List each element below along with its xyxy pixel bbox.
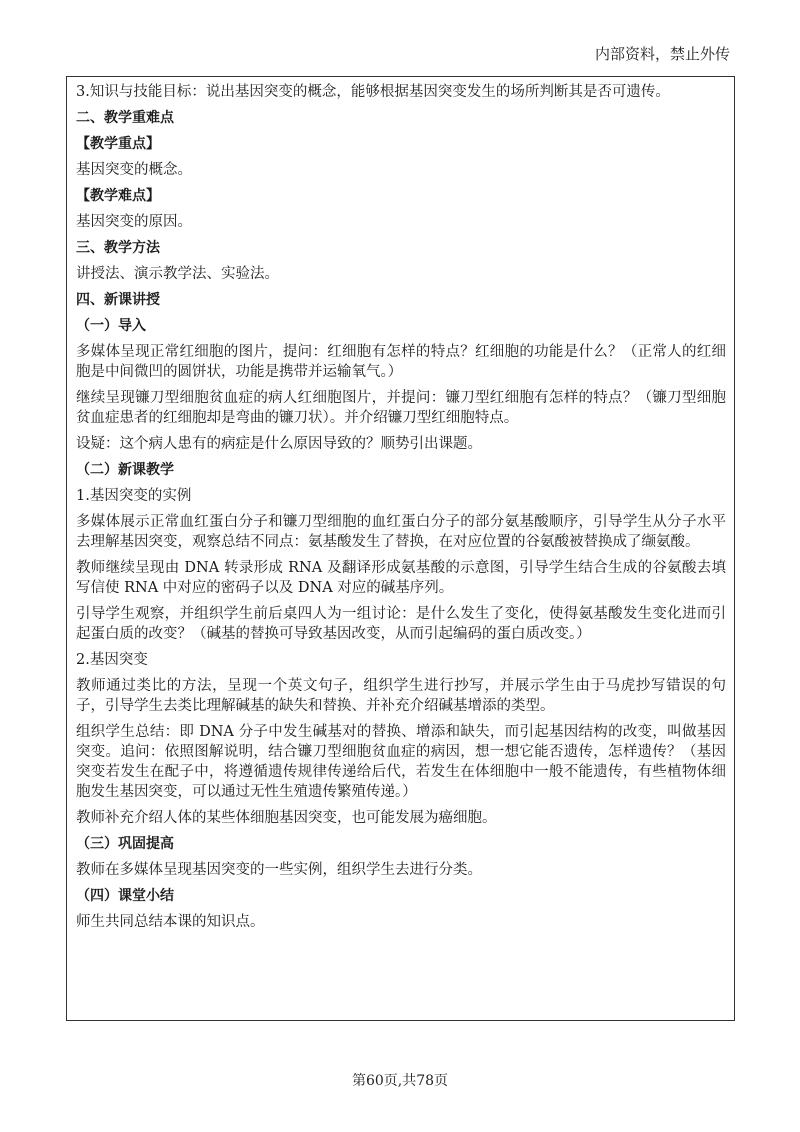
paragraph-methods: 讲授法、演示教学法、实验法。 (76, 266, 279, 282)
paragraph-section-1: 1.基因突变的实例 (76, 488, 192, 504)
paragraph-objective: 3.知识与技能目标：说出基因突变的概念，能够根据基因突变发生的场所判断其是否可遗传。 (76, 84, 670, 100)
subheading-focus: 【教学重点】 (76, 136, 160, 152)
paragraph-teaching-6: 教师补充介绍人体的某些体细胞基因突变，也可能发展为癌细胞。 (76, 810, 497, 826)
subheading-intro: （一）导入 (76, 318, 146, 334)
subheading-new-teaching: （二）新课教学 (76, 462, 174, 478)
paragraph-teaching-1: 多媒体展示正常血红蛋白分子和镰刀型细胞的血红蛋白分子的部分氨基酸顺序，引导学生从分子水平去理解基因突变，观察总结不同点：氨基酸发生了替换，在对应位置的谷氨酸被替换成了缬氨酸。 (76, 514, 726, 550)
subheading-summary: （四）课堂小结 (76, 888, 174, 904)
heading-methods: 三、教学方法 (76, 240, 160, 256)
paragraph-teaching-2: 教师继续呈现由 DNA 转录形成 RNA 及翻译形成氨基酸的示意图，引导学生结合生成的谷氨酸去填写信使 RNA 中对应的密码子以及 DNA 对应的碱基序列。 (76, 560, 726, 596)
confidential-note: 内部资料，禁止外传 (594, 45, 730, 63)
paragraph-consolidation: 教师在多媒体呈现基因突变的一些实例，组织学生去进行分类。 (76, 862, 482, 878)
heading-key-points: 二、教学重难点 (76, 110, 174, 126)
paragraph-teaching-5: 组织学生总结：即 DNA 分子中发生碱基对的替换、增添和缺失，而引起基因结构的改变，叫做基因突变。追问：依照图解说明，结合镰刀型细胞贫血症的病因，想一想它能否遗传，怎样遗传？（基因突变若发生在配子中，将遵循遗传规律传递给后代，若发生在体细胞中一般不能遗传，有些植物体细胞发生基因突变，可以通过无性生殖遗传繁殖传递。） (76, 724, 726, 800)
paragraph-teaching-3: 引导学生观察，并组织学生前后桌四人为一组讨论：是什么发生了变化，使得氨基酸发生变化进而引起蛋白质的改变？（碱基的替换可导致基因改变，从而引起编码的蛋白质改变。） (76, 606, 726, 642)
heading-new-lesson: 四、新课讲授 (76, 292, 160, 308)
paragraph-teaching-4: 教师通过类比的方法，呈现一个英文句子，组织学生进行抄写，并展示学生由于马虎抄写错误的句子，引导学生去类比理解碱基的缺失和替换、并补充介绍碱基增添的类型。 (76, 678, 726, 714)
paragraph-section-2: 2.基因突变 (76, 652, 148, 668)
paragraph-intro-3: 设疑：这个病人患有的病症是什么原因导致的？顺势引出课题。 (76, 436, 482, 452)
page-number: 第60页,共78页 (351, 1073, 449, 1089)
paragraph-summary: 师生共同总结本课的知识点。 (76, 914, 265, 930)
paragraph-difficulty: 基因突变的原因。 (76, 214, 192, 230)
lesson-plan-content (76, 82, 726, 938)
subheading-difficulty: 【教学难点】 (76, 188, 160, 204)
subheading-consolidation: （三）巩固提高 (76, 836, 174, 852)
paragraph-focus: 基因突变的概念。 (76, 162, 192, 178)
paragraph-intro-1: 多媒体呈现正常红细胞的图片，提问：红细胞有怎样的特点？红细胞的功能是什么？（正常人的红细胞是中间微凹的圆饼状，功能是携带并运输氧气。） (76, 344, 726, 380)
paragraph-intro-2: 继续呈现镰刀型细胞贫血症的病人红细胞图片，并提问：镰刀型红细胞有怎样的特点？（镰刀型细胞贫血症患者的红细胞却是弯曲的镰刀状）。并介绍镰刀型红细胞特点。 (76, 390, 726, 426)
